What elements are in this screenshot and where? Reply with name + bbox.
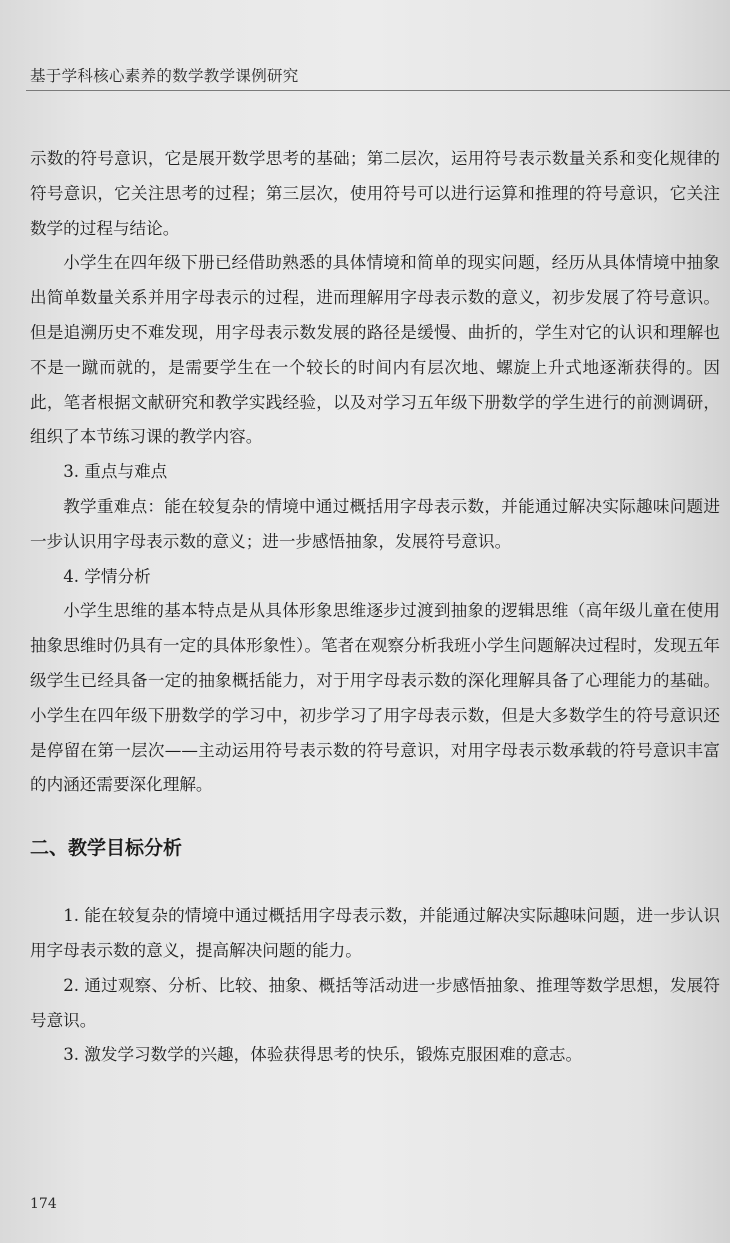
running-head: 基于学科核心素养的数学教学课例研究 (30, 67, 299, 85)
subsection-4-text: 小学生思维的基本特点是从具体形象思维逐步过渡到抽象的逻辑思维（高年级儿童在使用抽象思维时仍具有一定的具体形象性）。笔者在观察分析我班小学生问题解决过程时，发现五年级学生已经具备一定的抽象概括能力，对于用字母表示数的深化理解具备了心理能力的基础。小学生在四年级下册数学的学习中，初步学习了用字母表示数，但是大多数学生的符号意识还是停留在第一层次——主动运用符号表示数的符号意识，对用字母表示数承载的符号意识丰富的内涵还需要深化理解。 (30, 601, 720, 795)
intro-paragraph: 小学生在四年级下册已经借助熟悉的具体情境和简单的现实问题，经历从具体情境中抽象出简单数量关系并用字母表示的过程，进而理解用字母表示数的意义，初步发展了符号意识。但是追溯历史不难发现，用字母表示数发展的路径是缓慢、曲折的，学生对它的认识和理解也不是一蹴而就的，是需要学生在一个较长的时间内有层次地、螺旋上升式地逐渐获得的。因此，笔者根据文献研究和教学实践经验，以及对学习五年级下册数学的学生进行的前测调研，组织了本节练习课的教学内容。 (30, 253, 720, 447)
subsection-4-title: 4. 学情分析 (63, 566, 151, 586)
goal-item-3: 3. 激发学习数学的兴趣，体验获得思考的快乐，锻炼克服困难的意志。 (63, 1045, 583, 1065)
subsection-3-text: 教学重难点：能在较复杂的情境中通过概括用字母表示数，并能通过解决实际趣味问题进一步认识用字母表示数的意义；进一步感悟抽象，发展符号意识。 (30, 496, 720, 551)
goal-item-1: 1. 能在较复杂的情境中通过概括用字母表示数，并能通过解决实际趣味问题，进一步认识用字母表示数的意义，提高解决问题的能力。 (30, 906, 720, 960)
goal-item-2: 2. 通过观察、分析、比较、抽象、概括等活动进一步感悟抽象、推理等数学思想，发展符号意识。 (30, 975, 720, 1030)
page-content (30, 142, 720, 1073)
page-number: 174 (30, 1196, 57, 1212)
intro-continuation: 示数的符号意识，它是展开数学思考的基础；第二层次，运用符号表示数量关系和变化规律的符号意识，它关注思考的过程；第三层次，使用符号可以进行运算和推理的符号意识，它关注数学的过程与结论。 (30, 149, 720, 238)
subsection-3-title: 3. 重点与难点 (63, 462, 168, 482)
section-heading: 二、教学目标分析 (30, 837, 183, 860)
header-rule (26, 90, 730, 91)
